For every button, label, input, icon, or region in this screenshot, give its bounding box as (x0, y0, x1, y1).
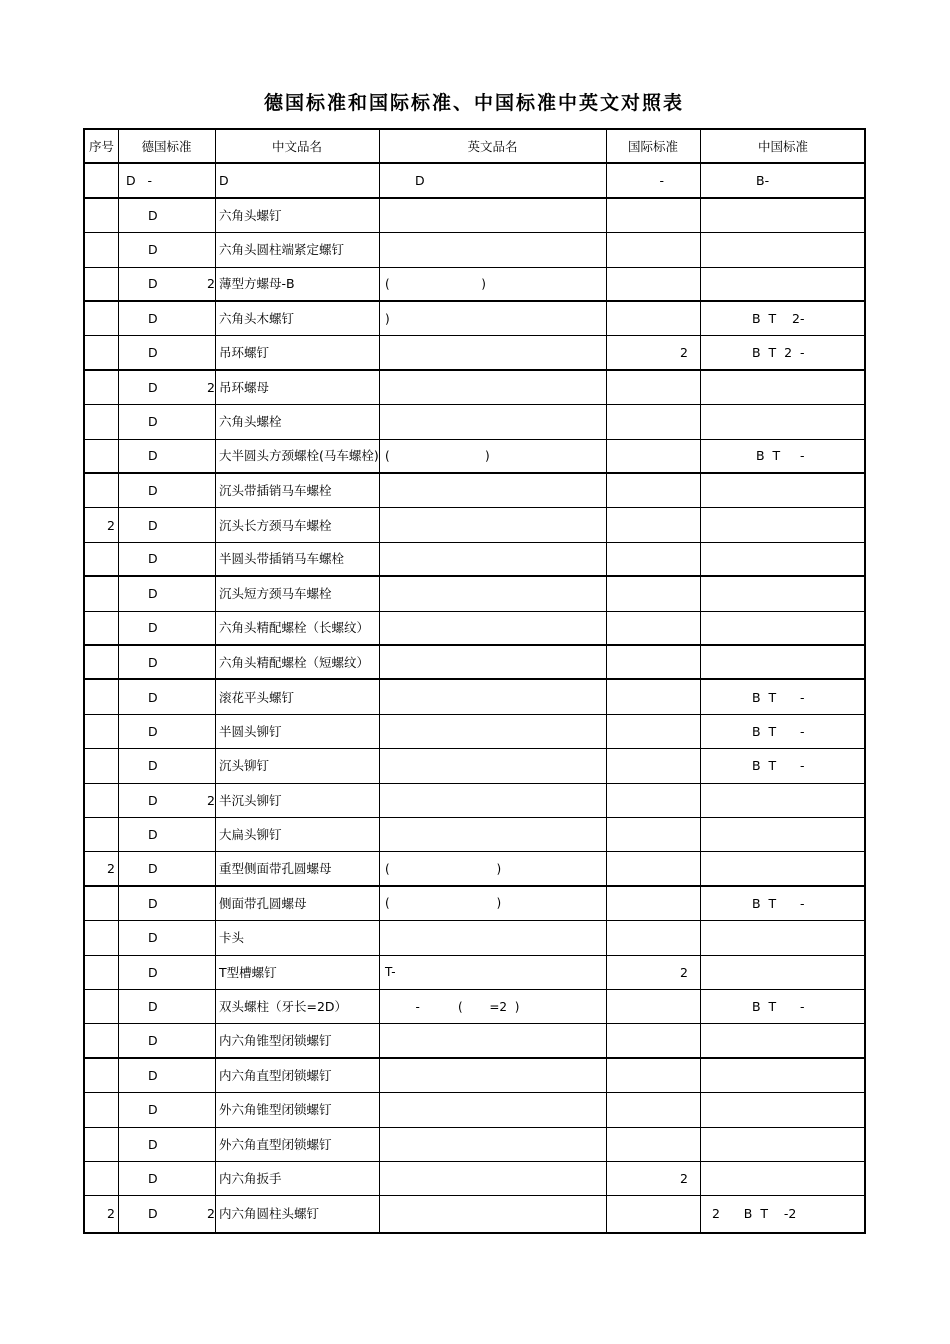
cell-din: D (148, 1206, 158, 1222)
cell-seq (85, 577, 118, 610)
cell-en-name (379, 1059, 606, 1092)
cell-iso (606, 680, 700, 713)
cell-gb: B T - (752, 723, 805, 739)
cell-iso (606, 543, 700, 575)
cell-din: D (148, 551, 158, 567)
cell-cn-name: 卡头 (219, 930, 245, 946)
cell-din-suffix (203, 199, 215, 232)
cell-iso (606, 990, 700, 1023)
table-row (85, 1162, 866, 1196)
cell-cn-name: 六角头精配螺栓（长螺纹） (219, 620, 370, 636)
cell-seq (85, 302, 118, 335)
cell-din: D (148, 999, 158, 1015)
cell-gb: B T - (752, 448, 805, 464)
cell-cn-name: 重型侧面带孔圆螺母 (219, 861, 332, 877)
cell-din: D (148, 689, 158, 705)
first-row-din: D - (126, 173, 153, 189)
table-row (85, 887, 866, 921)
table-row (85, 956, 866, 990)
cell-din: D (148, 964, 158, 980)
cell-cn-name: 侧面带孔圆螺母 (219, 895, 307, 911)
cell-en-name: ( ) (385, 276, 486, 291)
cell-gb (700, 577, 866, 610)
cell-din: D (148, 930, 158, 946)
cell-seq (85, 1162, 118, 1195)
cell-seq (85, 336, 118, 368)
cell-gb (700, 1128, 866, 1161)
cell-iso (606, 302, 700, 335)
table-row (85, 199, 866, 233)
cell-seq (85, 646, 118, 678)
page-title: 德国标准和国际标准、中国标准中英文对照表 (263, 92, 684, 114)
cell-seq (85, 612, 118, 644)
cell-din-suffix (203, 818, 215, 851)
header-en-name: 英文品名 (467, 139, 518, 155)
cell-seq (85, 990, 118, 1023)
table-row (85, 371, 866, 405)
cell-en-name (379, 921, 606, 954)
cell-iso: 2 (680, 1171, 688, 1187)
cell-iso (606, 405, 700, 438)
cell-en-name (379, 715, 606, 748)
cell-seq (85, 440, 118, 472)
cell-en-name: ( ) (385, 896, 502, 911)
cell-seq (85, 818, 118, 851)
table-row (85, 1196, 866, 1230)
cell-en-name (379, 474, 606, 507)
cell-seq (85, 680, 118, 713)
cell-gb (700, 1059, 866, 1092)
cell-iso (606, 749, 700, 782)
cell-en-name (379, 784, 606, 817)
cell-iso (606, 887, 700, 920)
cell-din: D (148, 1171, 158, 1187)
table-row (85, 680, 866, 714)
cell-en-name (379, 405, 606, 438)
cell-gb (700, 612, 866, 644)
cell-iso: 2 (680, 345, 688, 361)
cell-gb (700, 784, 866, 817)
cell-din-suffix (203, 749, 215, 782)
table-row (85, 715, 866, 749)
cell-gb: B T 2 - (752, 345, 805, 361)
cell-din-suffix (203, 233, 215, 266)
cell-seq (85, 543, 118, 575)
cell-en-name (379, 749, 606, 782)
table-row (85, 302, 866, 336)
cell-cn-name: 沉头铆钉 (219, 758, 270, 774)
first-row-gb: B- (756, 173, 770, 189)
cell-cn-name: 薄型方螺母-B (219, 276, 295, 292)
cell-din: D (148, 483, 158, 499)
first-row-en-name: D (415, 173, 425, 189)
cell-seq (85, 405, 118, 438)
cell-en-name: ( ) (385, 861, 502, 876)
cell-iso (606, 1024, 700, 1056)
cell-gb (700, 921, 866, 954)
table-row (85, 990, 866, 1024)
cell-gb: B T - (752, 758, 805, 774)
table-row (85, 1093, 866, 1127)
cell-din-suffix (203, 646, 215, 678)
table-row (85, 577, 866, 611)
cell-iso (606, 715, 700, 748)
cell-din-suffix (203, 577, 215, 610)
cell-gb: B T 2- (752, 311, 805, 327)
cell-iso (606, 921, 700, 954)
cell-din: D (148, 276, 158, 292)
cell-din-suffix (203, 1128, 215, 1161)
cell-din-suffix (203, 990, 215, 1023)
cell-en-name (379, 508, 606, 541)
cell-seq (85, 921, 118, 954)
cell-iso (606, 577, 700, 610)
cell-cn-name: 滚花平头螺钉 (219, 689, 295, 705)
cell-din-suffix: 2 (207, 792, 215, 808)
cell-en-name (379, 371, 606, 404)
cell-iso (606, 268, 700, 300)
cell-en-name (379, 336, 606, 368)
table-row (85, 508, 866, 542)
table-row (85, 268, 866, 302)
cell-en-name (379, 1093, 606, 1126)
table-row (85, 818, 866, 852)
header-gb: 中国标准 (757, 139, 808, 155)
cell-din: D (148, 414, 158, 430)
cell-din: D (148, 758, 158, 774)
cell-din: D (148, 1033, 158, 1049)
header-seq: 序号 (88, 139, 114, 155)
cell-gb (700, 818, 866, 851)
cell-din: D (148, 1136, 158, 1152)
table-row (85, 543, 866, 577)
cell-gb (700, 646, 866, 678)
cell-iso (606, 1093, 700, 1126)
cell-cn-name: 双头螺柱（牙长=2D） (219, 999, 348, 1015)
cell-cn-name: 沉头短方颈马车螺栓 (219, 586, 332, 602)
cell-seq (85, 784, 118, 817)
cell-iso (606, 233, 700, 266)
cell-seq (85, 749, 118, 782)
cell-iso (606, 646, 700, 678)
cell-din-suffix (203, 680, 215, 713)
cell-cn-name: 内六角扳手 (219, 1171, 282, 1187)
cell-din-suffix (203, 474, 215, 507)
table-row (85, 440, 866, 474)
cell-seq (85, 715, 118, 748)
cell-iso (606, 818, 700, 851)
cell-seq (85, 887, 118, 920)
cell-cn-name: 大半圆头方颈螺栓(马车螺栓) (219, 448, 379, 464)
cell-din: D (148, 792, 158, 808)
cell-en-name (379, 1128, 606, 1161)
cell-din: D (148, 654, 158, 670)
cell-cn-name: 六角头木螺钉 (219, 311, 295, 327)
cell-gb: B T - (752, 689, 805, 705)
cell-seq (85, 1128, 118, 1161)
cell-en-name: T- (385, 965, 396, 980)
table-row (85, 1024, 866, 1058)
header-din: 德国标准 (141, 139, 192, 155)
standards-table (83, 128, 866, 1234)
first-row-iso: - (659, 173, 664, 189)
cell-cn-name: 大扁头铆钉 (219, 827, 282, 843)
cell-din-suffix (203, 302, 215, 335)
cell-cn-name: 六角头螺钉 (219, 207, 282, 223)
cell-iso (606, 1128, 700, 1161)
cell-din: D (148, 242, 158, 258)
cell-din: D (148, 311, 158, 327)
cell-din-suffix (203, 543, 215, 575)
cell-gb (700, 852, 866, 884)
cell-gb (700, 474, 866, 507)
cell-en-name: ( ) (385, 448, 490, 463)
cell-cn-name: 吊环螺钉 (219, 345, 270, 361)
cell-en-name (379, 543, 606, 575)
cell-seq (85, 233, 118, 266)
table-row (85, 405, 866, 439)
cell-en-name (379, 1024, 606, 1056)
cell-din-suffix (203, 852, 215, 884)
cell-cn-name: 半沉头铆钉 (219, 792, 282, 808)
cell-din-suffix (203, 336, 215, 368)
cell-en-name (379, 1162, 606, 1195)
table-header-row (85, 130, 866, 164)
cell-en-name (379, 1196, 606, 1230)
cell-en-name: - ( =2 ) (385, 999, 520, 1014)
cell-din-suffix: 2 (207, 379, 215, 395)
cell-en-name (379, 646, 606, 678)
table-first-row (85, 164, 866, 198)
cell-iso (606, 1059, 700, 1092)
cell-cn-name: 沉头带插销马车螺栓 (219, 483, 332, 499)
cell-gb (700, 233, 866, 266)
cell-iso (606, 852, 700, 884)
cell-din-suffix (203, 508, 215, 541)
cell-iso (606, 440, 700, 472)
cell-seq (85, 1059, 118, 1092)
table-row (85, 1059, 866, 1093)
table-row (85, 852, 866, 886)
cell-iso (606, 371, 700, 404)
header-cn-name: 中文品名 (271, 138, 322, 154)
cell-cn-name: 内六角锥型闭锁螺钉 (219, 1033, 332, 1049)
cell-seq (85, 1093, 118, 1126)
cell-cn-name: 吊环螺母 (219, 379, 270, 395)
cell-din-suffix (203, 887, 215, 920)
cell-seq: 2 (107, 1206, 115, 1222)
cell-cn-name: 外六角直型闭锁螺钉 (219, 1136, 332, 1152)
cell-seq (85, 268, 118, 300)
cell-en-name (379, 199, 606, 232)
cell-din: D (148, 723, 158, 739)
cell-gb: B T - (752, 999, 805, 1015)
cell-din-suffix (203, 1093, 215, 1126)
cell-din-suffix (203, 1024, 215, 1056)
cell-gb (700, 1024, 866, 1056)
header-iso: 国际标准 (627, 139, 678, 155)
cell-iso (606, 784, 700, 817)
cell-en-name: ) (385, 311, 390, 326)
cell-gb (700, 956, 866, 989)
cell-en-name (379, 577, 606, 610)
cell-seq (85, 956, 118, 989)
cell-cn-name: 半圆头铆钉 (219, 723, 282, 739)
table-row (85, 336, 866, 370)
cell-iso (606, 508, 700, 541)
cell-gb (700, 268, 866, 300)
cell-gb (700, 371, 866, 404)
cell-gb (700, 543, 866, 575)
cell-gb (700, 1162, 866, 1195)
cell-gb: 2 B T -2 (712, 1206, 797, 1222)
table-row (85, 646, 866, 680)
cell-din-suffix: 2 (207, 276, 215, 292)
cell-din-suffix (203, 1059, 215, 1092)
table-row (85, 749, 866, 783)
cell-cn-name: 六角头精配螺栓（短螺纹） (219, 654, 370, 670)
cell-seq: 2 (107, 861, 115, 877)
cell-seq (85, 199, 118, 232)
cell-din-suffix (203, 715, 215, 748)
cell-din: D (148, 448, 158, 464)
cell-en-name (379, 612, 606, 644)
cell-cn-name: 外六角锥型闭锁螺钉 (219, 1102, 332, 1118)
cell-din-suffix (203, 921, 215, 954)
cell-din: D (148, 620, 158, 636)
cell-cn-name: 半圆头带插销马车螺栓 (219, 551, 345, 567)
cell-din: D (148, 1102, 158, 1118)
table-row (85, 233, 866, 267)
cell-seq (85, 1024, 118, 1056)
cell-din: D (148, 345, 158, 361)
cell-gb (700, 199, 866, 232)
cell-din: D (148, 207, 158, 223)
cell-din: D (148, 586, 158, 602)
cell-din: D (148, 379, 158, 395)
cell-gb (700, 508, 866, 541)
cell-iso (606, 1196, 700, 1230)
cell-iso: 2 (680, 964, 688, 980)
cell-cn-name: 内六角直型闭锁螺钉 (219, 1067, 332, 1083)
cell-din-suffix (203, 612, 215, 644)
cell-iso (606, 199, 700, 232)
cell-seq (85, 371, 118, 404)
cell-seq (85, 474, 118, 507)
cell-iso (606, 474, 700, 507)
cell-cn-name: T型槽螺钉 (219, 964, 277, 980)
cell-iso (606, 612, 700, 644)
cell-din-suffix (203, 1162, 215, 1195)
cell-din: D (148, 1067, 158, 1083)
cell-gb (700, 405, 866, 438)
cell-cn-name: 六角头螺栓 (219, 414, 282, 430)
cell-din-suffix (203, 405, 215, 438)
table-row (85, 1128, 866, 1162)
cell-cn-name: 内六角圆柱头螺钉 (219, 1206, 320, 1222)
cell-gb: B T - (752, 895, 805, 911)
cell-din: D (148, 861, 158, 877)
table-row (85, 784, 866, 818)
cell-din-suffix: 2 (207, 1206, 215, 1222)
cell-din-suffix (203, 956, 215, 989)
table-row (85, 474, 866, 508)
table-row (85, 921, 866, 955)
cell-din: D (148, 895, 158, 911)
cell-din: D (148, 827, 158, 843)
cell-en-name (379, 233, 606, 266)
first-row-cn-name: D (219, 173, 229, 189)
cell-seq: 2 (107, 517, 115, 533)
cell-cn-name: 沉头长方颈马车螺栓 (219, 517, 332, 533)
cell-en-name (379, 818, 606, 851)
cell-din-suffix (203, 440, 215, 472)
cell-din: D (148, 517, 158, 533)
cell-gb (700, 1093, 866, 1126)
table-row (85, 612, 866, 646)
cell-cn-name: 六角头圆柱端紧定螺钉 (219, 242, 345, 258)
cell-en-name (379, 680, 606, 713)
